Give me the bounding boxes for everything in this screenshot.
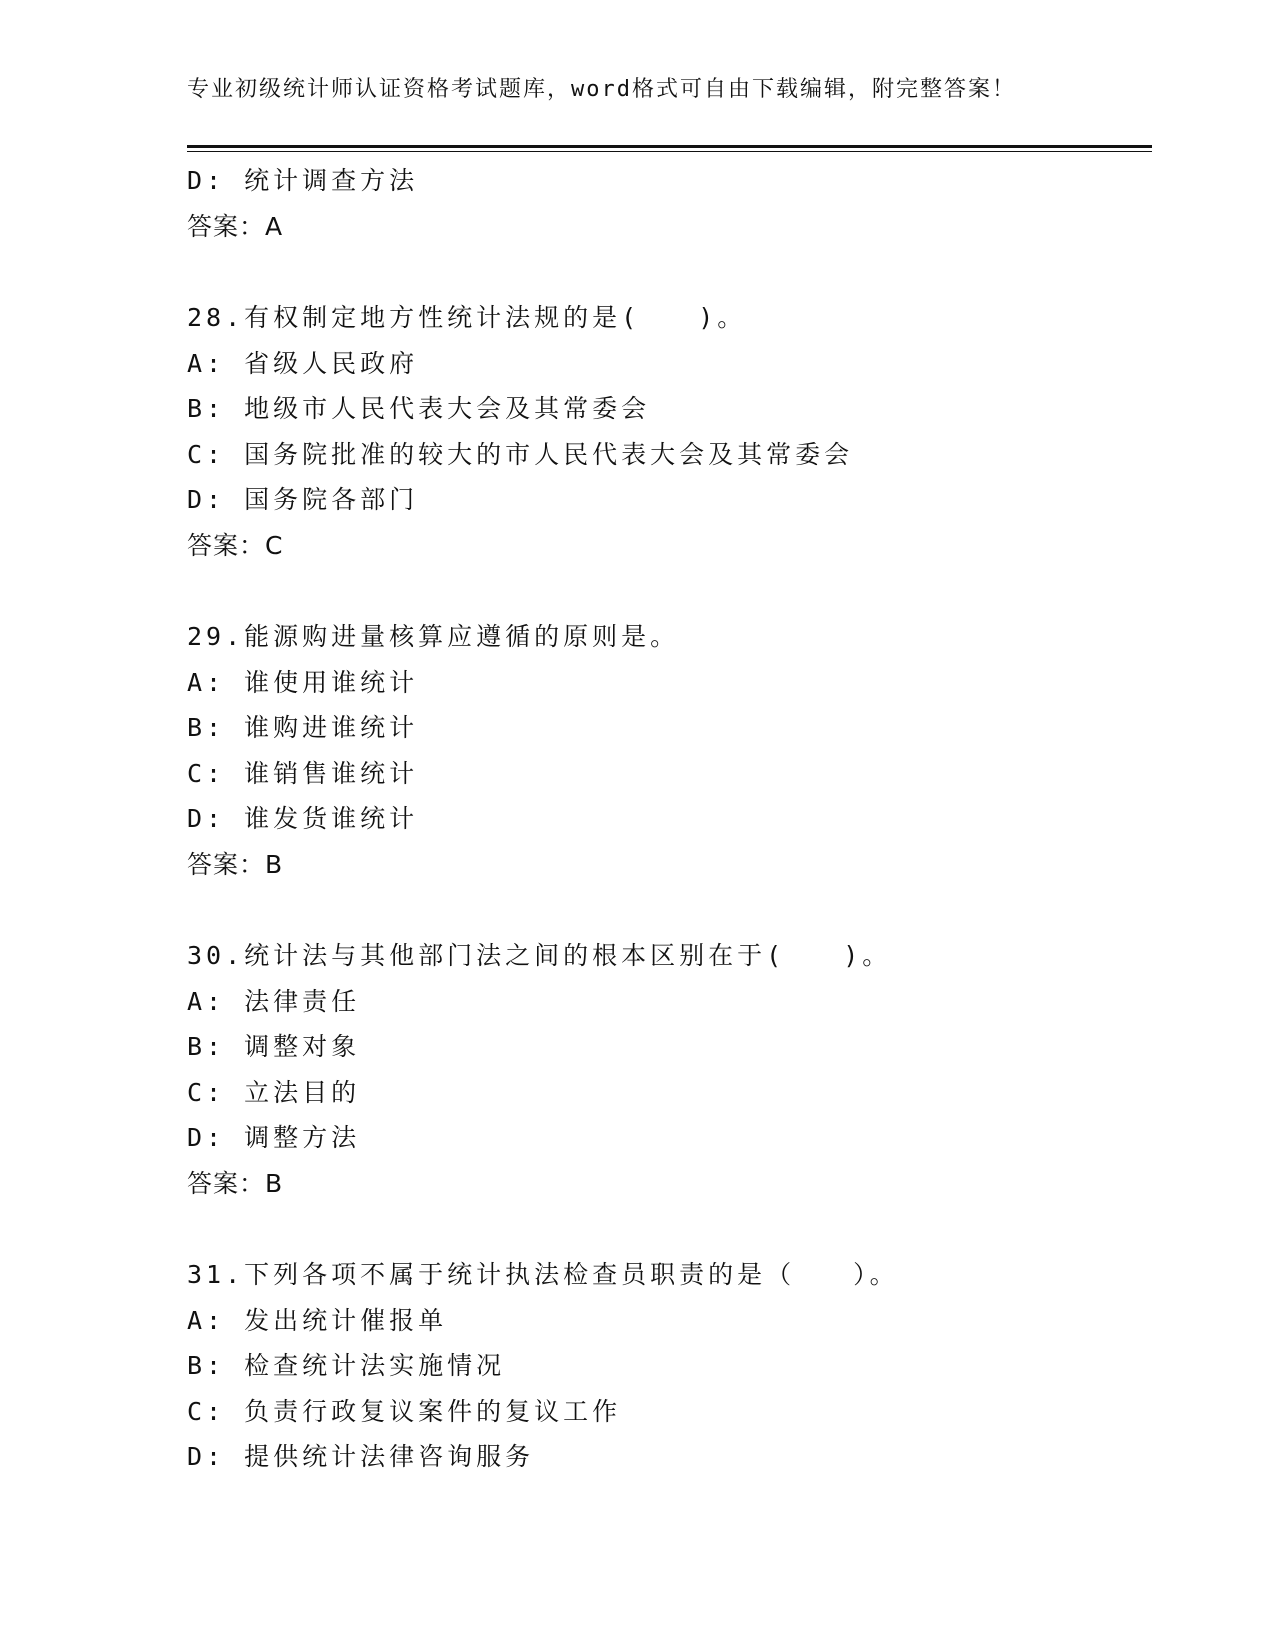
option-a: A: 谁使用谁统计	[187, 667, 419, 697]
option-c: C: 立法目的	[187, 1077, 361, 1107]
option-b: B: 检查统计法实施情况	[187, 1351, 506, 1380]
option-a: A: 法律责任	[187, 986, 361, 1016]
option-b: B: 调整对象	[187, 1032, 361, 1061]
header-rule-thick	[187, 145, 1152, 148]
question-stem: 29.能源购进量核算应遵循的原则是。	[187, 622, 680, 651]
question-stem: 28.有权制定地方性统计法规的是( )。	[187, 303, 747, 332]
answer: 答案：C	[187, 530, 284, 560]
answer: 答案：A	[187, 211, 284, 241]
document-body	[187, 158, 1152, 1480]
option-b: B: 地级市人民代表大会及其常委会	[187, 394, 651, 423]
option-a: A: 发出统计催报单	[187, 1305, 448, 1335]
option-d: D: 谁发货谁统计	[187, 804, 419, 833]
question-stem: 30.统计法与其他部门法之间的根本区别在于( )。	[187, 941, 892, 970]
option-d: D: 调整方法	[187, 1123, 361, 1152]
option-c: C: 负责行政复议案件的复议工作	[187, 1396, 622, 1426]
answer: 答案：B	[187, 849, 284, 879]
option-d: D: 国务院各部门	[187, 485, 419, 514]
option-b: B: 谁购进谁统计	[187, 713, 419, 742]
option-d: D: 提供统计法律咨询服务	[187, 1442, 535, 1471]
option-a: A: 省级人民政府	[187, 348, 419, 378]
question-stem: 31.下列各项不属于统计执法检查员职责的是（ ）。	[187, 1260, 899, 1289]
header-rule-thin	[187, 151, 1152, 152]
answer: 答案：B	[187, 1168, 284, 1198]
page-header: 专业初级统计师认证资格考试题库，word格式可自由下载编辑，附完整答案！	[187, 77, 1016, 102]
option-c: C: 国务院批准的较大的市人民代表大会及其常委会	[187, 439, 854, 469]
option-d: D: 统计调查方法	[187, 166, 419, 195]
option-c: C: 谁销售谁统计	[187, 758, 419, 788]
